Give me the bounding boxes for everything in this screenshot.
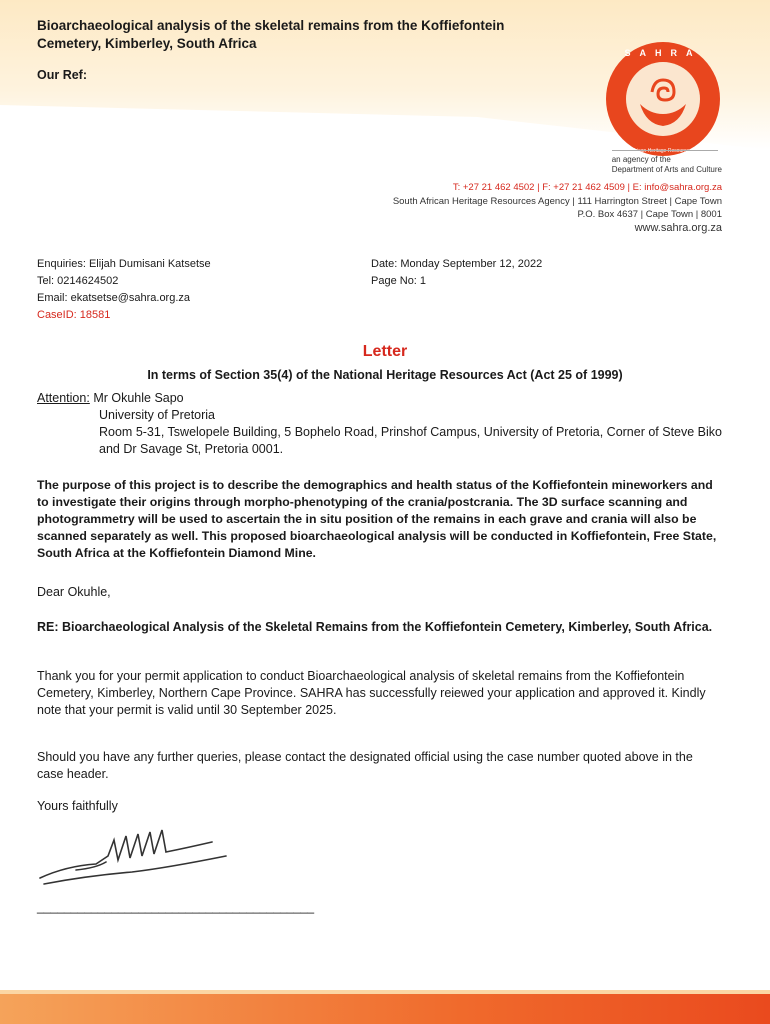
closing: Yours faithfully	[37, 799, 118, 813]
body-paragraph-2: Should you have any further queries, please contact the designated official using the case number quoted above in the case header.	[37, 750, 693, 781]
letter-date: Date: Monday September 12, 2022	[371, 258, 543, 270]
body-paragraph-1: Thank you for your permit application to conduct Bioarchaeological analysis of skeletal remains from the Koffiefontein Cemetery, Kimberley, Northern Cape Province. SAHRA has successfully reiewed your application and approved it. Kindly note that your permit is valid until 30 September 2025.	[37, 669, 706, 717]
enquiries-tel: Tel: 0214624502	[37, 275, 119, 287]
address-line-1: University of Pretoria	[99, 408, 216, 422]
subject-line: RE: Bioarchaeological Analysis of the Skeletal Remains from the Koffiefontein Cemetery, Kimberley, South Africa.	[37, 620, 713, 634]
contact-org: South African Heritage Resources Agency | 111 Harrington Street | Cape Town	[392, 195, 722, 207]
letter-heading: Letter	[362, 343, 408, 360]
enquiries-block	[37, 256, 211, 324]
act-reference: In terms of Section 35(4) of the National Heritage Resources Act (Act 25 of 1999)	[147, 368, 623, 382]
contact-block	[393, 181, 722, 235]
salutation: Dear Okuhle,	[37, 585, 111, 599]
agency-line-2: Department of Arts and Culture	[611, 165, 722, 174]
attention-block	[37, 390, 737, 458]
address-line-2: Room 5-31, Tswelopele Building, 5 Bophelo Road, Prinshof Campus, University of Pretoria, Corner of Steve Biko and Dr Savage St, Pretoria 0001.	[99, 425, 722, 456]
logo-letters: SAHRA	[624, 48, 702, 58]
enquiries-name: Enquiries: Elijah Dumisani Katsetse	[37, 258, 211, 270]
agency-line-1: an agency of the	[611, 155, 671, 164]
contact-phones: T: +27 21 462 4502 | F: +27 21 462 4509 | E: info@sahra.org.za	[452, 182, 722, 193]
our-ref-label: Our Ref:	[37, 68, 87, 82]
attention-label: Attention:	[37, 391, 90, 405]
logo-ring-text: South African Heritage Resources Agency	[616, 148, 710, 154]
enquiries-email[interactable]: Email: ekatsetse@sahra.org.za	[37, 292, 191, 304]
document-title: Bioarchaeological analysis of the skeletal remains from the Koffiefontein Cemetery, Kimberley, South Africa	[37, 18, 505, 51]
case-id: CaseID: 18581	[37, 309, 111, 321]
page-number: Page No: 1	[371, 275, 427, 287]
contact-po-box: P.O. Box 4637 | Cape Town | 8001	[577, 209, 722, 220]
contact-website[interactable]: www.sahra.org.za	[634, 221, 722, 234]
sahra-logo	[602, 40, 724, 158]
footer-stripe	[0, 990, 770, 994]
date-block	[371, 256, 542, 290]
attention-name: Mr Okuhle Sapo	[93, 391, 184, 405]
signature	[36, 826, 236, 888]
agency-tagline	[612, 150, 722, 175]
signature-line: _________________________________________	[37, 900, 314, 914]
purpose-paragraph: The purpose of this project is to describe the demographics and health status of the Koffiefontein mineworkers and to investigate their origins through morpho-phenotyping of the crania/postcrania. The 3D surface scanning and photogrammetry will be used to ascertain the in situ position of the remains in each grave and crania will also be scanned separately as well. This proposed bioarchaeological analysis will be conducted in Koffiefontein, Free State, South Africa at the Koffiefontein Diamond Mine.	[37, 478, 717, 560]
signature-stroke	[40, 830, 226, 884]
footer-band	[0, 990, 770, 1024]
